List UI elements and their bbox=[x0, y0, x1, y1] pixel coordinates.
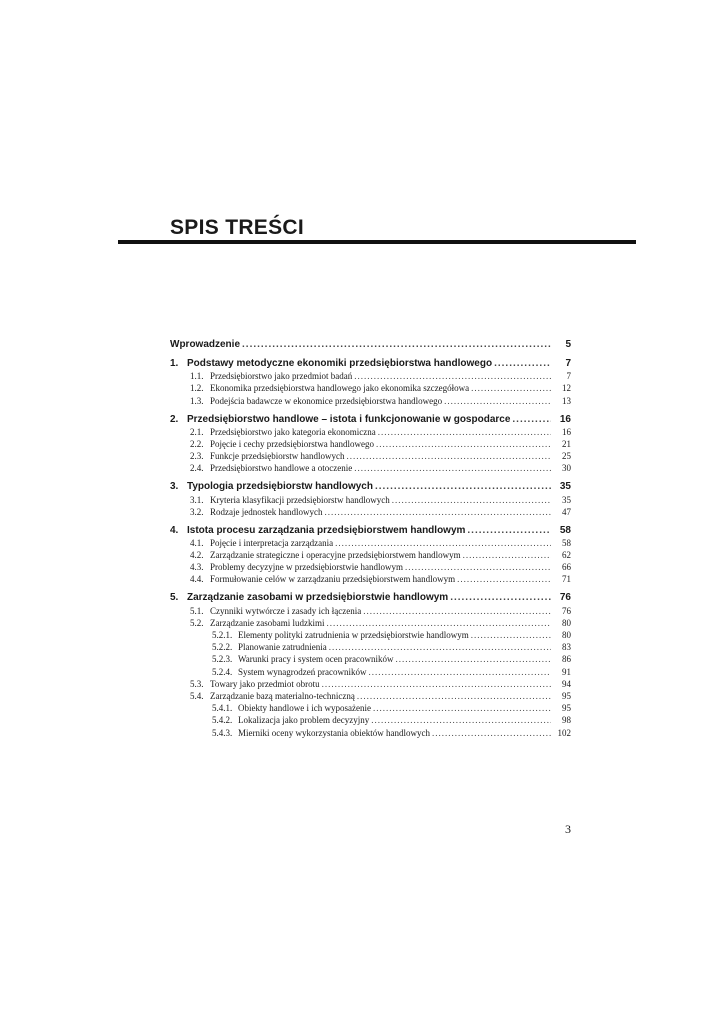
toc-dot-leader bbox=[242, 339, 551, 351]
toc-entry-number: 1.3. bbox=[190, 395, 204, 406]
toc-entry-number: 2.4. bbox=[190, 463, 204, 474]
toc-entry-label: Mierniki oceny wykorzystania obiektów handlowych bbox=[238, 727, 430, 738]
toc-dot-leader bbox=[357, 690, 551, 702]
toc-entry-page: 98 bbox=[562, 715, 571, 726]
toc-entry-number: 3.1. bbox=[190, 494, 204, 505]
toc-dot-leader bbox=[378, 426, 551, 438]
toc-entry-number: 5.4.1. bbox=[212, 703, 233, 714]
toc-chapter-row bbox=[170, 338, 571, 351]
toc-entry-label: System wynagrodzeń pracowników bbox=[238, 666, 367, 677]
toc-section-row bbox=[170, 678, 571, 690]
toc-dot-leader bbox=[346, 450, 551, 462]
toc-entry-label: Pojęcie i interpretacja zarządzania bbox=[210, 537, 334, 548]
toc-dot-leader bbox=[324, 506, 551, 518]
toc-entry-number: 3. bbox=[170, 481, 179, 493]
toc-entry-number: 2.3. bbox=[190, 451, 204, 462]
toc-dot-leader bbox=[471, 382, 551, 394]
toc-section-row bbox=[170, 506, 571, 518]
toc-entry-number: 1.2. bbox=[190, 383, 204, 394]
toc-entry-label: Formułowanie celów w zarządzaniu przedsiębiorstwem handlowym bbox=[210, 574, 456, 585]
toc-dot-leader bbox=[463, 549, 551, 561]
toc-dot-leader bbox=[512, 414, 551, 426]
toc-entry-label: Kryteria klasyfikacji przedsiębiorstw handlowych bbox=[210, 494, 390, 505]
toc-chapter-row bbox=[170, 357, 571, 370]
toc-dot-leader bbox=[432, 727, 551, 739]
toc-dot-leader bbox=[329, 641, 551, 653]
toc-entry-label: Obiekty handlowe i ich wyposażenie bbox=[238, 703, 371, 714]
toc-dot-leader bbox=[395, 653, 551, 665]
toc-subsection-row bbox=[170, 726, 571, 738]
toc-entry-label: Wprowadzenie bbox=[170, 339, 241, 350]
toc-dot-leader bbox=[354, 370, 551, 382]
toc-entry-number: 4. bbox=[170, 524, 179, 536]
toc-entry-page: 7 bbox=[565, 358, 571, 369]
toc-entry-label: Pojęcie i cechy przedsiębiorstwa handlowego bbox=[210, 438, 374, 449]
title-rule bbox=[118, 240, 636, 244]
toc-dot-leader bbox=[335, 537, 551, 549]
toc-section-row bbox=[170, 617, 571, 629]
toc-entry-page: 83 bbox=[562, 642, 571, 653]
toc-entry-number: 4.1. bbox=[190, 537, 204, 548]
toc-section-row bbox=[170, 394, 571, 406]
toc-entry-label: Zarządzanie zasobami ludzkimi bbox=[210, 617, 325, 628]
toc-entry-label: Problemy decyzyjne w przedsiębiorstwie handlowym bbox=[210, 562, 403, 573]
toc-entry-number: 2. bbox=[170, 413, 179, 425]
toc-entry-page: 80 bbox=[562, 617, 571, 628]
toc-section-row bbox=[170, 493, 571, 505]
toc-entry-label: Ekonomika przedsiębiorstwa handlowego jako ekonomika szczegółowa bbox=[210, 383, 470, 394]
toc-dot-leader bbox=[371, 714, 551, 726]
toc-entry-page: 76 bbox=[562, 605, 571, 616]
toc-entry-label: Zarządzanie zasobami w przedsiębiorstwie handlowym bbox=[187, 592, 449, 604]
toc-section-row bbox=[170, 604, 571, 616]
toc-subsection-row bbox=[170, 665, 571, 677]
toc-entry-page: 5 bbox=[565, 339, 571, 350]
toc-chapter-row bbox=[170, 413, 571, 426]
toc-section-row bbox=[170, 370, 571, 382]
toc-entry-label: Typologia przedsiębiorstw handlowych bbox=[187, 481, 373, 493]
toc-dot-leader bbox=[354, 462, 551, 474]
toc-entry-page: 80 bbox=[562, 630, 571, 640]
toc-entry-label: Przedsiębiorstwo handlowe – istota i funkcjonowanie w gospodarce bbox=[187, 413, 511, 425]
toc-entry-page: 58 bbox=[562, 537, 571, 548]
toc-section-row bbox=[170, 426, 571, 438]
toc-entry-label: Zarządzanie strategiczne i operacyjne przedsiębiorstwem handlowym bbox=[210, 550, 461, 561]
toc-entry-page: 102 bbox=[557, 727, 571, 738]
toc-entry-label: Istota procesu zarządzania przedsiębiorstwem handlowym bbox=[187, 524, 466, 536]
toc-dot-leader bbox=[494, 358, 551, 370]
toc-entry-page: 21 bbox=[562, 438, 571, 449]
toc-entry-page: 62 bbox=[562, 550, 571, 561]
toc-entry-number: 5.4.3. bbox=[212, 727, 233, 738]
toc-entry-page: 16 bbox=[559, 413, 571, 425]
toc-dot-leader bbox=[375, 481, 551, 493]
toc-entry-label: Czynniki wytwórcze i zasady ich łączenia bbox=[210, 605, 362, 616]
toc-entry-page: 25 bbox=[562, 451, 571, 462]
toc-entry-label: Funkcje przedsiębiorstw handlowych bbox=[210, 451, 345, 462]
toc-entry-number: 5.1. bbox=[190, 605, 204, 616]
toc-section-row bbox=[170, 450, 571, 462]
toc-entry-number: 4.2. bbox=[190, 550, 204, 561]
toc-entry-label: Rodzaje jednostek handlowych bbox=[210, 506, 323, 517]
toc-entry-label: Planowanie zatrudnienia bbox=[238, 642, 327, 653]
toc-entry-number: 5.4.2. bbox=[212, 715, 233, 726]
toc-dot-leader bbox=[326, 617, 551, 629]
toc-subsection-row bbox=[170, 714, 571, 726]
toc-entry-label: Warunki pracy i system ocen pracowników bbox=[238, 654, 394, 665]
toc-dot-leader bbox=[405, 561, 551, 573]
toc-dot-leader bbox=[363, 605, 551, 617]
toc-entry-number: 2.1. bbox=[190, 426, 204, 437]
page-title: SPIS TREŚCI bbox=[170, 216, 304, 239]
toc-dot-leader bbox=[368, 666, 551, 678]
toc-entry-page: 95 bbox=[562, 690, 571, 701]
toc-entry-number: 4.3. bbox=[190, 562, 204, 573]
toc-entry-number: 5. bbox=[170, 592, 179, 604]
toc-entry-page: 66 bbox=[562, 562, 571, 573]
toc-entry-page: 13 bbox=[562, 395, 571, 406]
toc-section-row bbox=[170, 438, 571, 450]
toc-subsection-row bbox=[170, 629, 571, 641]
toc-section-row bbox=[170, 549, 571, 561]
toc-entry-number: 5.2.3. bbox=[212, 654, 233, 665]
toc-entry-page: 16 bbox=[562, 426, 571, 437]
toc-entry-label: Lokalizacja jako problem decyzyjny bbox=[238, 715, 370, 726]
toc-dot-leader bbox=[471, 629, 551, 641]
toc-section-row bbox=[170, 561, 571, 573]
toc-subsection-row bbox=[170, 653, 571, 665]
toc-entry-number: 2.2. bbox=[190, 438, 204, 449]
toc-dot-leader bbox=[376, 438, 551, 450]
toc-entry-page: 91 bbox=[562, 666, 571, 677]
toc-dot-leader bbox=[444, 395, 551, 407]
toc-entry-page: 35 bbox=[562, 494, 571, 505]
toc-dot-leader bbox=[392, 494, 551, 506]
toc-entry-number: 4.4. bbox=[190, 574, 204, 585]
toc-entry-page: 47 bbox=[562, 506, 571, 517]
toc-dot-leader bbox=[457, 573, 551, 585]
toc-entry-page: 7 bbox=[566, 371, 571, 382]
toc-entry-number: 5.3. bbox=[190, 678, 204, 689]
toc-entry-number: 1. bbox=[170, 358, 179, 369]
toc-chapter-row bbox=[170, 591, 571, 604]
toc-chapter-row bbox=[170, 524, 571, 537]
toc-entry-label: Elementy polityki zatrudnienia w przedsiębiorstwie handlowym bbox=[238, 630, 469, 640]
toc-entry-number: 5.2.2. bbox=[212, 642, 233, 653]
toc-entry-label: Przedsiębiorstwo jako przedmiot badań bbox=[210, 371, 353, 382]
toc-entry-number: 5.4. bbox=[190, 690, 204, 701]
toc-entry-number: 5.2. bbox=[190, 617, 204, 628]
toc-entry-page: 94 bbox=[562, 678, 571, 689]
toc-entry-page: 12 bbox=[562, 383, 571, 394]
toc-entry-number: 3.2. bbox=[190, 506, 204, 517]
toc-entry-page: 58 bbox=[559, 524, 571, 536]
table-of-contents bbox=[170, 338, 571, 739]
toc-entry-page: 95 bbox=[562, 703, 571, 714]
toc-section-row bbox=[170, 462, 571, 474]
toc-entry-page: 35 bbox=[559, 481, 571, 493]
toc-chapter-row bbox=[170, 480, 571, 493]
toc-entry-number: 1.1. bbox=[190, 371, 204, 382]
page-number: 3 bbox=[565, 822, 571, 836]
toc-entry-number: 5.2.1. bbox=[212, 630, 233, 640]
toc-section-row bbox=[170, 537, 571, 549]
toc-section-row bbox=[170, 573, 571, 585]
toc-entry-label: Przedsiębiorstwo handlowe a otoczenie bbox=[210, 463, 353, 474]
toc-entry-page: 71 bbox=[562, 574, 571, 585]
toc-dot-leader bbox=[373, 702, 551, 714]
toc-dot-leader bbox=[467, 525, 551, 537]
toc-entry-label: Zarządzanie bazą materialno-techniczną bbox=[210, 690, 355, 701]
toc-entry-number: 5.2.4. bbox=[212, 666, 233, 677]
toc-section-row bbox=[170, 690, 571, 702]
toc-entry-page: 76 bbox=[559, 592, 571, 604]
toc-subsection-row bbox=[170, 641, 571, 653]
toc-entry-page: 30 bbox=[562, 463, 571, 474]
toc-section-row bbox=[170, 382, 571, 394]
toc-dot-leader bbox=[322, 678, 551, 690]
toc-dot-leader bbox=[450, 592, 551, 604]
toc-entry-label: Przedsiębiorstwo jako kategoria ekonomiczna bbox=[210, 426, 376, 437]
toc-entry-label: Towary jako przedmiot obrotu bbox=[210, 678, 320, 689]
toc-entry-label: Podejścia badawcze w ekonomice przedsiębiorstwa handlowego bbox=[210, 395, 443, 406]
toc-entry-label: Podstawy metodyczne ekonomiki przedsiębiorstwa handlowego bbox=[187, 358, 493, 369]
toc-entry-page: 86 bbox=[562, 654, 571, 665]
toc-subsection-row bbox=[170, 702, 571, 714]
